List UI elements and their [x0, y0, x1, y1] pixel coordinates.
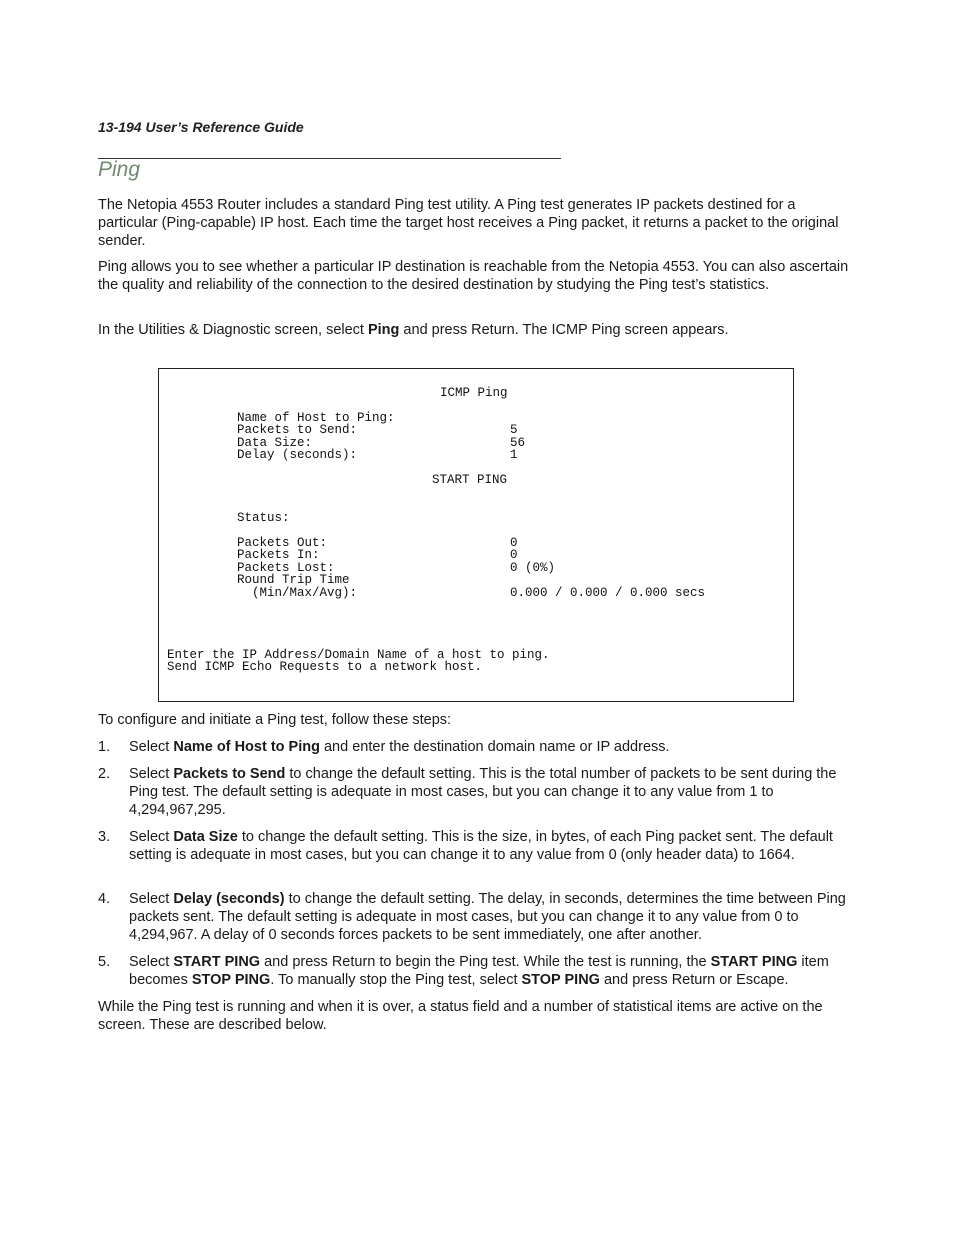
- step-number: 4.: [98, 891, 111, 907]
- select-instruction: In the Utilities & Diagnostic screen, select Ping and press Return. The ICMP Ping screen appears.: [98, 322, 729, 338]
- steps-intro: To configure and initiate a Ping test, follow these steps:: [98, 712, 452, 728]
- field-label-host: Name of Host to Ping:: [237, 411, 395, 425]
- stat-value-minmaxavg: 0.000 / 0.000 / 0.000 secs: [510, 586, 706, 600]
- field-label-delay: Delay (seconds):: [237, 448, 358, 462]
- closing-paragraph: While the Ping test is running and when it is over, a status field and a number of statistical items are active on the screen. These are described below.: [98, 999, 823, 1033]
- icmp-ping-screen: [158, 368, 794, 702]
- stat-label-lost: Packets Lost:: [237, 561, 335, 575]
- stat-label-in: Packets In:: [237, 548, 320, 562]
- step-item: 2. Select Packets to Send to change the default setting. This is the total number of packets to be sent during the Ping test. The default setting is adequate in most cases, but you can change it to any value from 1 to 4,294,967,295.: [98, 766, 837, 818]
- intro-paragraph-1: The Netopia 4553 Router includes a standard Ping test utility. A Ping test generates IP packets destined for a particular (Ping-capable) IP host. Each time the target host receives a Ping packet, it returns a packet to the original sender.: [98, 197, 839, 249]
- step-item: 4. Select Delay (seconds) to change the default setting. The delay, in seconds, determines the time between Ping packets sent. The default setting is adequate in most cases, but you can change it to any value from 0 to 4,294,967. A delay of 0 seconds forces packets to be sent immediately, one after another.: [98, 891, 846, 943]
- field-value-packets[interactable]: 5: [510, 423, 518, 437]
- field-value-datasize[interactable]: 56: [510, 436, 526, 450]
- page-header: 13-194 User’s Reference Guide: [98, 119, 304, 135]
- field-label-packets: Packets to Send:: [237, 423, 358, 437]
- step-item: 5. Select START PING and press Return to begin the Ping test. While the test is running, the START PING item becomes STOP PING. To manually stop the Ping test, select STOP PING and press Return or Escape.: [98, 954, 829, 988]
- stat-label-minmaxavg: (Min/Max/Avg):: [237, 586, 358, 600]
- step-item: 3. Select Data Size to change the default setting. This is the size, in bytes, of each Ping packet sent. The default setting is adequate in most cases, but you can change it to any value from 0 (only header data) to 1664.: [98, 829, 833, 863]
- start-ping-button[interactable]: START PING: [432, 473, 508, 487]
- stat-value-in: 0: [510, 548, 518, 562]
- field-value-delay[interactable]: 1: [510, 448, 518, 462]
- step-number: 2.: [98, 766, 111, 782]
- step-number: 5.: [98, 954, 111, 970]
- section-title: Ping: [98, 158, 141, 181]
- stat-label-rtt: Round Trip Time: [237, 573, 350, 587]
- field-label-datasize: Data Size:: [237, 436, 313, 450]
- intro-paragraph-2: Ping allows you to see whether a particular IP destination is reachable from the Netopia 4553. You can also ascertain the quality and reliability of the connection to the desired destination by studying the Ping test’s statistics.: [98, 259, 849, 293]
- screen-title: ICMP Ping: [440, 386, 508, 400]
- help-line-2: Send ICMP Echo Requests to a network host.: [167, 660, 483, 674]
- step-number: 3.: [98, 829, 111, 845]
- stat-value-out: 0: [510, 536, 518, 550]
- step-item: 1. Select Name of Host to Ping and enter the destination domain name or IP address.: [98, 739, 670, 755]
- help-line-1: Enter the IP Address/Domain Name of a host to ping.: [167, 648, 550, 662]
- step-number: 1.: [98, 739, 111, 755]
- status-label: Status:: [237, 511, 290, 525]
- header-rule: [98, 158, 561, 159]
- stat-label-out: Packets Out:: [237, 536, 328, 550]
- stat-value-lost: 0 (0%): [510, 561, 556, 575]
